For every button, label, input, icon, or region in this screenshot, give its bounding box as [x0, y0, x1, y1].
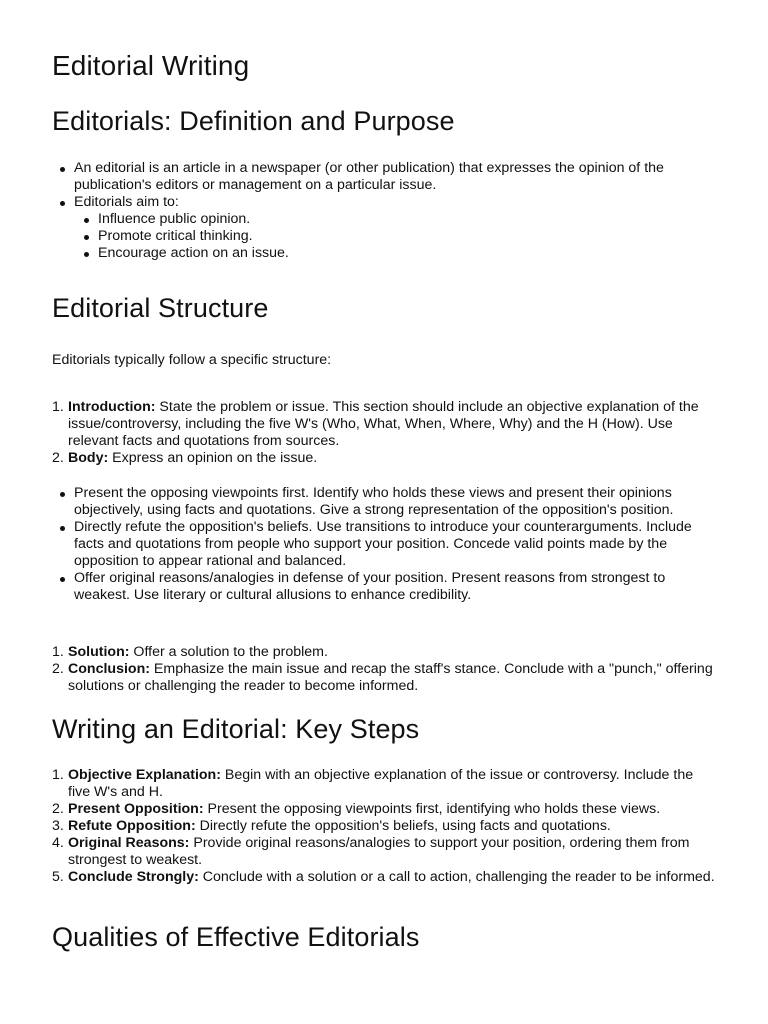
list-item	[52, 570, 712, 604]
list-item	[52, 160, 712, 194]
list-item-text: Emphasize the main issue and recap the staff's stance. Conclude with a "punch," offering solutions or challenging the reader to become informed.	[68, 661, 713, 694]
list-item	[52, 818, 716, 835]
list-label: Introduction:	[68, 399, 156, 415]
list-number: 2.	[52, 801, 64, 817]
list-item	[52, 661, 716, 695]
heading-key-steps: Writing an Editorial: Key Steps	[52, 714, 420, 744]
body-bullets	[52, 485, 712, 604]
list-item-text: Offer a solution to the problem.	[129, 644, 328, 660]
list-number: 5.	[52, 869, 64, 885]
structure-list-a	[52, 399, 716, 467]
list-item-text: Present the opposing viewpoints first. Identify who holds these views and present their opinions objectively, using facts and quotations. Give a strong representation of the opposition's position.	[74, 485, 674, 518]
list-item	[52, 835, 716, 869]
list-number: 2.	[52, 450, 64, 466]
list-item-text: Directly refute the opposition's beliefs. Use transitions to introduce your counterarguments. Include facts and quotations from people who support your position. Concede valid points made by the opposition to appear rational and balanced.	[74, 519, 692, 569]
list-label: Solution:	[68, 644, 130, 660]
list-item-text: Offer original reasons/analogies in defense of your position. Present reasons from strongest to weakest. Use literary or cultural allusions to enhance credibility.	[74, 570, 666, 603]
list-item-text: Provide original reasons/analogies to support your position, ordering them from strongest to weakest.	[68, 835, 690, 868]
key-steps-list	[52, 767, 716, 886]
list-label: Objective Explanation:	[68, 767, 221, 783]
list-item	[52, 801, 716, 818]
definition-list	[52, 160, 712, 262]
list-item	[74, 211, 712, 228]
list-item	[74, 228, 712, 245]
list-number: 1.	[52, 399, 64, 415]
list-item	[52, 485, 712, 519]
heading-structure: Editorial Structure	[52, 293, 269, 323]
list-label: Original Reasons:	[68, 835, 190, 851]
list-item	[74, 245, 712, 262]
list-label: Refute Opposition:	[68, 818, 196, 834]
list-number: 4.	[52, 835, 64, 851]
list-number: 2.	[52, 661, 64, 677]
list-item-text: Encourage action on an issue.	[98, 245, 289, 261]
structure-list-b	[52, 644, 716, 695]
list-number: 3.	[52, 818, 64, 834]
list-item-text: Influence public opinion.	[98, 211, 251, 227]
list-label: Conclusion:	[68, 661, 150, 677]
list-number: 1.	[52, 644, 64, 660]
structure-intro: Editorials typically follow a specific structure:	[52, 352, 332, 368]
list-item	[52, 869, 716, 886]
heading-qualities: Qualities of Effective Editorials	[52, 922, 420, 952]
list-label: Present Opposition:	[68, 801, 204, 817]
list-label: Body:	[68, 450, 109, 466]
list-item-text: Promote critical thinking.	[98, 228, 253, 244]
list-item	[52, 644, 716, 661]
aims-sublist	[74, 211, 712, 262]
list-item-text: Begin with an objective explanation of the issue or controversy. Include the five W's and H.	[68, 767, 694, 800]
list-item-text: An editorial is an article in a newspaper (or other publication) that expresses the opinion of the publication's editors or management on a particular issue.	[74, 160, 664, 193]
list-number: 1.	[52, 767, 64, 783]
list-item	[52, 194, 712, 262]
list-item-text: Express an opinion on the issue.	[108, 450, 318, 466]
list-item	[52, 519, 712, 570]
list-item-text: Directly refute the opposition's beliefs, using facts and quotations.	[195, 818, 611, 834]
list-item	[52, 767, 716, 801]
heading-definition: Editorials: Definition and Purpose	[52, 106, 455, 136]
list-item-text: Present the opposing viewpoints first, identifying who holds these views.	[203, 801, 661, 817]
list-item-text: State the problem or issue. This section should include an objective explanation of the issue/controversy, including the five W's (Who, What, When, Where, Why) and the H (How). Use relevant facts and quotations from sources.	[68, 399, 699, 449]
list-item-text: Conclude with a solution or a call to action, challenging the reader to be informed.	[198, 869, 715, 885]
list-item	[52, 399, 716, 450]
list-item	[52, 450, 716, 467]
list-label: Conclude Strongly:	[68, 869, 199, 885]
list-item-text: Editorials aim to:	[74, 194, 179, 210]
document-title: Editorial Writing	[52, 50, 250, 81]
